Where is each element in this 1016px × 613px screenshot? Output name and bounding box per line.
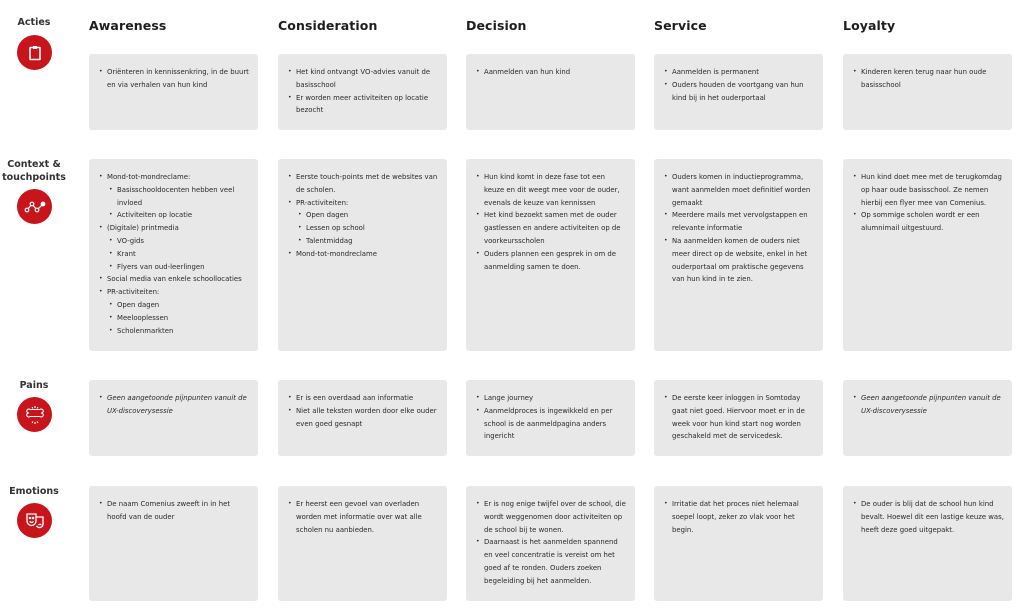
bullet-item: • Kinderen keren terug naar hun oude basisschool bbox=[853, 66, 1004, 92]
bullet-item: • De naam Comenius zweeft in in het hoofd van de ouder bbox=[99, 498, 250, 524]
journey-card-emotions-service bbox=[654, 486, 823, 601]
bullet-item: • Aanmelden van hun kind bbox=[476, 66, 627, 79]
journey-card-pains-service bbox=[654, 380, 823, 456]
bullet-list bbox=[664, 66, 815, 104]
bullet-list bbox=[288, 171, 439, 261]
bullet-item: • Aanmelden is permanent bbox=[664, 66, 815, 79]
bullet-item: • Aanmeldproces is ingewikkeld en per school is de aanmeldpagina anders ingericht bbox=[476, 405, 627, 443]
journey-card-context-touchpoints-loyalty bbox=[843, 159, 1012, 351]
bullet-item: • Irritatie dat het proces niet helemaal soepel loopt, zeker zo vlak voor het begin. bbox=[664, 498, 815, 536]
bullet-item: • Scholenmarkten bbox=[99, 325, 250, 338]
bullet-item: • VO-gids bbox=[99, 235, 250, 248]
bullet-list bbox=[99, 392, 250, 418]
bullet-item: • Meerdere mails met vervolgstappen en relevante informatie bbox=[664, 209, 815, 235]
bullet-item: • Oriënteren in kennissenkring, in de buurt en via verhalen van hun kind bbox=[99, 66, 250, 92]
bullet-list bbox=[664, 498, 815, 536]
bullet-item: • Mond-tot-mondreclame: bbox=[99, 171, 250, 184]
journey-card-pains-decision bbox=[466, 380, 635, 456]
bullet-item: • Er is een overdaad aan informatie bbox=[288, 392, 439, 405]
journey-card-pains-consideration bbox=[278, 380, 447, 456]
bullet-list bbox=[853, 498, 1004, 536]
bullet-list bbox=[664, 392, 815, 443]
phase-header-consideration: Consideration bbox=[278, 18, 378, 33]
bullet-item: • Flyers van oud-leerlingen bbox=[99, 261, 250, 274]
bullet-list bbox=[476, 66, 627, 79]
bullet-item: • Hun kind doet mee met de terugkomdag op haar oude basisschool. Ze nemen hierbij een flyer mee van Comenius. bbox=[853, 171, 1004, 209]
journey-card-context-touchpoints-decision bbox=[466, 159, 635, 351]
journey-card-emotions-loyalty bbox=[843, 486, 1012, 601]
phase-header-service: Service bbox=[654, 18, 707, 33]
bullet-item: • Het kind ontvangt VO-advies vanuit de basisschool bbox=[288, 66, 439, 92]
bullet-list bbox=[853, 171, 1004, 235]
row-label-context-touchpoints: Context & touchpoints bbox=[2, 159, 66, 183]
bullet-item: • Eerste touch-points met de websites van de scholen. bbox=[288, 171, 439, 197]
bullet-list bbox=[476, 171, 627, 273]
bullet-item: • Na aanmelden komen de ouders niet meer direct op de website, enkel in het ouderportaal om praktische gegevens van hun kind in te zien. bbox=[664, 235, 815, 286]
bullet-item: • Lessen op school bbox=[288, 222, 439, 235]
bullet-item: • Daarnaast is het aanmelden spannend en veel concentratie is vereist om het goed af te ronden. Ouders zoeken begeleiding bij het aanmelden. bbox=[476, 536, 627, 587]
journey-card-acties-awareness bbox=[89, 54, 258, 130]
journey-card-context-touchpoints-consideration bbox=[278, 159, 447, 351]
bullet-item: • Ouders houden de voortgang van hun kind bij in het ouderportaal bbox=[664, 79, 815, 105]
theater-masks-icon bbox=[17, 503, 52, 538]
phase-header-decision: Decision bbox=[466, 18, 527, 33]
bullet-item: • (Digitale) printmedia bbox=[99, 222, 250, 235]
clipboard-icon bbox=[17, 35, 52, 70]
journey-card-acties-service bbox=[654, 54, 823, 130]
bullet-item: • Er heerst een gevoel van overladen worden met informatie over wat alle scholen nu aanbieden. bbox=[288, 498, 439, 536]
journey-card-context-touchpoints-service bbox=[654, 159, 823, 351]
bullet-item: • Activiteiten op locatie bbox=[99, 209, 250, 222]
bullet-list bbox=[664, 171, 815, 286]
bullet-item: • PR-activiteiten: bbox=[288, 197, 439, 210]
bullet-item: • Talentmiddag bbox=[288, 235, 439, 248]
bullet-item: • Hun kind komt in deze fase tot een keuze en dit weegt mee voor de ouder, evenals de keuze van kennissen bbox=[476, 171, 627, 209]
bullet-list bbox=[288, 66, 439, 117]
bullet-item: • Ouders plannen een gesprek in om de aanmelding samen te doen. bbox=[476, 248, 627, 274]
journey-card-emotions-decision bbox=[466, 486, 635, 601]
bullet-item: • Geen aangetoonde pijnpunten vanuit de UX-discoverysessie bbox=[99, 392, 250, 418]
bullet-item: • Mond-tot-mondreclame bbox=[288, 248, 439, 261]
bullet-item: • Geen aangetoonde pijnpunten vanuit de UX-discoverysessie bbox=[853, 392, 1004, 418]
row-label-emotions: Emotions bbox=[9, 486, 59, 497]
pain-bone-icon bbox=[17, 397, 52, 432]
bullet-item: • PR-activiteiten: bbox=[99, 286, 250, 299]
bullet-item: • Het kind bezoekt samen met de ouder gastlessen en andere activiteiten op de voorkeursscholen bbox=[476, 209, 627, 247]
bullet-item: • De ouder is blij dat de school hun kind bevalt. Hoewel dit een lastige keuze was, heeft deze goed uitgepakt. bbox=[853, 498, 1004, 536]
bullet-list bbox=[99, 66, 250, 92]
bullet-list bbox=[853, 392, 1004, 418]
bullet-list bbox=[288, 498, 439, 536]
journey-card-emotions-awareness bbox=[89, 486, 258, 601]
bullet-item: • Open dagen bbox=[99, 299, 250, 312]
journey-card-emotions-consideration bbox=[278, 486, 447, 601]
journey-card-context-touchpoints-awareness bbox=[89, 159, 258, 351]
bullet-item: • Meelooplessen bbox=[99, 312, 250, 325]
bullet-item: • Op sommige scholen wordt er een alumnimail uitgestuurd. bbox=[853, 209, 1004, 235]
journey-card-pains-loyalty bbox=[843, 380, 1012, 456]
bullet-item: • Krant bbox=[99, 248, 250, 261]
touchpoints-path-icon bbox=[17, 189, 52, 224]
bullet-list bbox=[99, 171, 250, 337]
row-label-acties: Acties bbox=[17, 17, 51, 28]
bullet-item: • Social media van enkele schoollocaties bbox=[99, 273, 250, 286]
bullet-item: • Er worden meer activiteiten op locatie bezocht bbox=[288, 92, 439, 118]
bullet-item: • Open dagen bbox=[288, 209, 439, 222]
bullet-item: • De eerste keer inloggen in Somtoday gaat niet goed. Hiervoor moet er in de week voor hun kind start nog worden geschakeld met de servicedesk. bbox=[664, 392, 815, 443]
journey-card-pains-awareness bbox=[89, 380, 258, 456]
bullet-item: • Basisschooldocenten hebben veel invloed bbox=[99, 184, 250, 210]
bullet-list bbox=[476, 498, 627, 588]
journey-card-acties-loyalty bbox=[843, 54, 1012, 130]
phase-header-loyalty: Loyalty bbox=[843, 18, 896, 33]
bullet-item: • Lange journey bbox=[476, 392, 627, 405]
bullet-list bbox=[853, 66, 1004, 92]
journey-card-acties-decision bbox=[466, 54, 635, 130]
phase-header-awareness: Awareness bbox=[89, 18, 167, 33]
bullet-list bbox=[288, 392, 439, 430]
row-label-pains: Pains bbox=[19, 380, 49, 391]
bullet-item: • Niet alle teksten worden door elke ouder even goed gesnapt bbox=[288, 405, 439, 431]
journey-card-acties-consideration bbox=[278, 54, 447, 130]
bullet-item: • Er is nog enige twijfel over de school, die wordt weggenomen door activiteiten op de school bij te wonen. bbox=[476, 498, 627, 536]
bullet-item: • Ouders komen in inductieprogramma, want aanmelden moet definitief worden gemaakt bbox=[664, 171, 815, 209]
bullet-list bbox=[99, 498, 250, 524]
bullet-list bbox=[476, 392, 627, 443]
